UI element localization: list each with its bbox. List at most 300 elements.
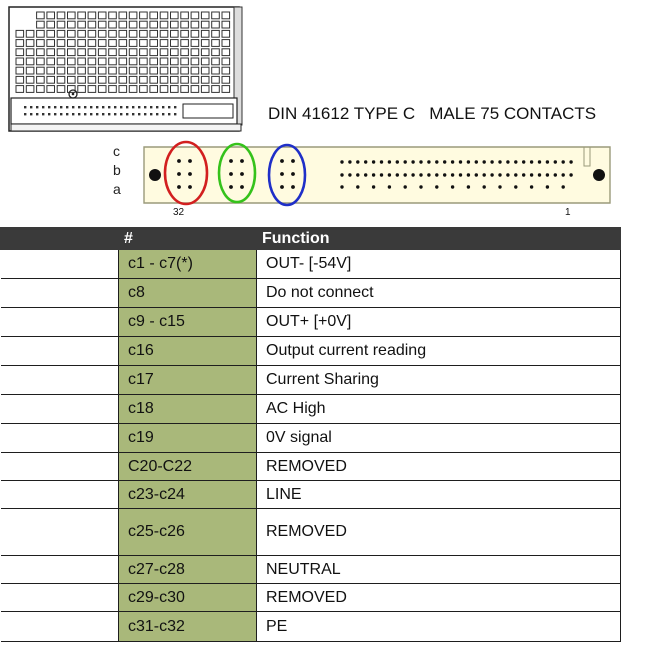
socket-cell bbox=[16, 58, 24, 65]
socket-cell bbox=[119, 12, 127, 19]
socket-cell bbox=[212, 67, 220, 74]
table-row bbox=[1, 366, 621, 395]
base-hole bbox=[126, 106, 128, 108]
socket-cell bbox=[201, 86, 209, 93]
socket-cell bbox=[98, 12, 106, 19]
pin-dot bbox=[483, 185, 486, 188]
connector-photo bbox=[8, 6, 244, 136]
socket-cell bbox=[212, 12, 220, 19]
socket-cell bbox=[222, 76, 230, 83]
base-hole bbox=[150, 106, 152, 108]
polarization-key bbox=[183, 104, 233, 118]
socket-cell bbox=[68, 40, 76, 47]
pin-dot bbox=[490, 160, 493, 163]
base-hole bbox=[102, 106, 104, 108]
socket-cell bbox=[57, 30, 65, 37]
pin-dot bbox=[356, 160, 359, 163]
socket-cell bbox=[212, 30, 220, 37]
socket-cell bbox=[129, 30, 137, 37]
socket-cell bbox=[150, 49, 158, 56]
base-hole bbox=[126, 113, 128, 115]
socket-cell bbox=[16, 76, 24, 83]
base-hole bbox=[36, 113, 38, 115]
socket-cell bbox=[88, 86, 96, 93]
pin-dot bbox=[356, 185, 359, 188]
pin-dot bbox=[356, 173, 359, 176]
base-hole bbox=[138, 113, 140, 115]
socket-cell bbox=[160, 86, 168, 93]
table-row bbox=[1, 279, 621, 308]
socket-cell bbox=[98, 21, 106, 28]
socket-cell bbox=[109, 58, 117, 65]
socket-cell bbox=[222, 67, 230, 74]
pin-dot bbox=[443, 160, 446, 163]
pin-dot bbox=[396, 160, 399, 163]
base-hole bbox=[162, 113, 164, 115]
socket-cell bbox=[150, 12, 158, 19]
base-hole bbox=[36, 106, 38, 108]
pin-dot bbox=[498, 160, 501, 163]
socket-cell bbox=[88, 40, 96, 47]
socket-cell bbox=[37, 30, 45, 37]
row-lead bbox=[1, 509, 119, 556]
pin-dot bbox=[280, 172, 284, 176]
socket-cell bbox=[68, 49, 76, 56]
row-lead bbox=[1, 250, 119, 279]
socket-cell bbox=[201, 49, 209, 56]
pin-dot bbox=[459, 160, 462, 163]
socket-cell bbox=[78, 12, 86, 19]
socket-cell bbox=[181, 49, 189, 56]
pin-dot bbox=[419, 173, 422, 176]
right-mount-hole-icon bbox=[593, 169, 605, 181]
row-lead bbox=[1, 308, 119, 337]
socket-cell bbox=[57, 86, 65, 93]
socket-cell bbox=[78, 40, 86, 47]
base-hole bbox=[24, 113, 26, 115]
socket-cell bbox=[68, 21, 76, 28]
socket-cell bbox=[140, 21, 148, 28]
socket-cell bbox=[140, 58, 148, 65]
function-cell: Do not connect bbox=[257, 279, 621, 308]
socket-cell bbox=[109, 12, 117, 19]
pin-dot bbox=[522, 160, 525, 163]
socket-cell bbox=[129, 12, 137, 19]
base-hole bbox=[42, 106, 44, 108]
pin-dot bbox=[291, 172, 295, 176]
socket-cell bbox=[160, 49, 168, 56]
pin-dot bbox=[483, 173, 486, 176]
row-lead bbox=[1, 612, 119, 642]
pin-dot bbox=[451, 185, 454, 188]
socket-cell bbox=[119, 21, 127, 28]
row-lead bbox=[1, 395, 119, 424]
socket-cell bbox=[78, 76, 86, 83]
socket-cell bbox=[191, 30, 199, 37]
pin-dot bbox=[538, 160, 541, 163]
base-hole bbox=[48, 106, 50, 108]
socket-cell bbox=[68, 58, 76, 65]
socket-cell bbox=[88, 58, 96, 65]
base-hole bbox=[78, 113, 80, 115]
socket-cell bbox=[140, 30, 148, 37]
socket-cell bbox=[140, 49, 148, 56]
pin-dot bbox=[229, 185, 233, 189]
pin-dot bbox=[451, 173, 454, 176]
socket-cell bbox=[16, 30, 24, 37]
socket-cell bbox=[37, 67, 45, 74]
socket-cell bbox=[129, 58, 137, 65]
pin-dot bbox=[514, 173, 517, 176]
function-cell: AC High bbox=[257, 395, 621, 424]
socket-cell bbox=[171, 49, 179, 56]
pin-dot bbox=[404, 185, 407, 188]
pin-dot bbox=[388, 160, 391, 163]
function-cell: REMOVED bbox=[257, 453, 621, 481]
row-lead bbox=[1, 366, 119, 395]
table-header-row bbox=[1, 228, 621, 250]
socket-cell bbox=[160, 58, 168, 65]
socket-cell bbox=[37, 40, 45, 47]
base-hole bbox=[60, 113, 62, 115]
pin-dot bbox=[229, 159, 233, 163]
socket-cell bbox=[160, 67, 168, 74]
pin-dot bbox=[562, 160, 565, 163]
socket-cell bbox=[191, 49, 199, 56]
row-lead bbox=[1, 424, 119, 453]
socket-cell bbox=[222, 58, 230, 65]
socket-cell bbox=[119, 49, 127, 56]
pin-dot bbox=[435, 173, 438, 176]
pin-dot bbox=[340, 173, 343, 176]
socket-cell bbox=[68, 30, 76, 37]
socket-cell bbox=[37, 12, 45, 19]
socket-cell bbox=[47, 86, 55, 93]
pin-dot bbox=[498, 173, 501, 176]
pin-cell: c23-c24 bbox=[119, 481, 257, 509]
pin-dot bbox=[280, 185, 284, 189]
pin-dot bbox=[177, 185, 181, 189]
socket-cell bbox=[68, 76, 76, 83]
socket-cell bbox=[47, 21, 55, 28]
pin-cell: c31-c32 bbox=[119, 612, 257, 642]
socket-cell bbox=[88, 12, 96, 19]
pin-dot bbox=[240, 159, 244, 163]
socket-cell bbox=[68, 86, 76, 93]
socket-cell bbox=[222, 12, 230, 19]
pin-assignment-table bbox=[0, 227, 621, 642]
socket-cell bbox=[119, 40, 127, 47]
function-cell: REMOVED bbox=[257, 584, 621, 612]
socket-cell bbox=[129, 49, 137, 56]
socket-cell bbox=[88, 67, 96, 74]
socket-cell bbox=[181, 58, 189, 65]
socket-cell bbox=[119, 86, 127, 93]
base-hole bbox=[156, 113, 158, 115]
pin-dot bbox=[364, 160, 367, 163]
socket-cell bbox=[129, 86, 137, 93]
socket-cell bbox=[16, 67, 24, 74]
base-hole bbox=[108, 113, 110, 115]
socket-cell bbox=[98, 40, 106, 47]
pin-dot bbox=[538, 173, 541, 176]
socket-cell bbox=[88, 76, 96, 83]
socket-cell bbox=[140, 67, 148, 74]
socket-cell bbox=[171, 21, 179, 28]
socket-cell bbox=[140, 86, 148, 93]
pin-cell: c27-c28 bbox=[119, 556, 257, 584]
socket-cell bbox=[201, 58, 209, 65]
pin-number-32: 32 bbox=[173, 207, 185, 218]
socket-cell bbox=[68, 12, 76, 19]
socket-cell bbox=[201, 67, 209, 74]
pin-dot bbox=[280, 159, 284, 163]
pin-dot bbox=[177, 172, 181, 176]
socket-cell bbox=[129, 40, 137, 47]
base-hole bbox=[84, 113, 86, 115]
base-hole bbox=[90, 113, 92, 115]
pin-dot bbox=[467, 185, 470, 188]
socket-cell bbox=[57, 21, 65, 28]
socket-cell bbox=[98, 49, 106, 56]
base-hole bbox=[60, 106, 62, 108]
pin-dot bbox=[372, 173, 375, 176]
pin-dot bbox=[530, 185, 533, 188]
function-cell: REMOVED bbox=[257, 509, 621, 556]
socket-cell bbox=[57, 58, 65, 65]
header-blank bbox=[1, 228, 119, 250]
pin-dot bbox=[372, 185, 375, 188]
base-hole bbox=[132, 106, 134, 108]
base-hole bbox=[54, 113, 56, 115]
connector-mount-plate bbox=[11, 124, 241, 131]
table-row bbox=[1, 250, 621, 279]
base-hole bbox=[174, 113, 176, 115]
left-mount-hole-icon bbox=[149, 169, 161, 181]
socket-cell bbox=[191, 12, 199, 19]
socket-cell bbox=[37, 58, 45, 65]
socket-cell bbox=[181, 86, 189, 93]
pin-dot bbox=[554, 160, 557, 163]
pin-dot bbox=[188, 172, 192, 176]
pin-dot bbox=[562, 173, 565, 176]
socket-cell bbox=[78, 67, 86, 74]
socket-cell bbox=[37, 76, 45, 83]
base-hole bbox=[108, 106, 110, 108]
table-row bbox=[1, 612, 621, 642]
pin-cell: c29-c30 bbox=[119, 584, 257, 612]
socket-cell bbox=[212, 49, 220, 56]
base-hole bbox=[162, 106, 164, 108]
pin-dot bbox=[380, 173, 383, 176]
socket-cell bbox=[98, 76, 106, 83]
socket-cell bbox=[160, 21, 168, 28]
pin-dot bbox=[435, 160, 438, 163]
socket-cell bbox=[98, 58, 106, 65]
base-hole bbox=[150, 113, 152, 115]
socket-cell bbox=[37, 21, 45, 28]
base-hole bbox=[120, 106, 122, 108]
socket-cell bbox=[201, 21, 209, 28]
pin-dot bbox=[340, 185, 343, 188]
socket-cell bbox=[37, 49, 45, 56]
pin-dot bbox=[475, 173, 478, 176]
pin-dot bbox=[506, 160, 509, 163]
base-hole bbox=[156, 106, 158, 108]
socket-cell bbox=[201, 30, 209, 37]
base-hole bbox=[90, 106, 92, 108]
pin-dot bbox=[388, 185, 391, 188]
socket-cell bbox=[47, 76, 55, 83]
pin-dot bbox=[411, 160, 414, 163]
socket-cell bbox=[150, 76, 158, 83]
pin-dot bbox=[475, 160, 478, 163]
socket-cell bbox=[47, 58, 55, 65]
pin-dot bbox=[498, 185, 501, 188]
base-hole bbox=[24, 106, 26, 108]
socket-cell bbox=[98, 86, 106, 93]
function-cell: OUT+ [+0V] bbox=[257, 308, 621, 337]
pin-dot bbox=[291, 185, 295, 189]
socket-cell bbox=[140, 40, 148, 47]
row-lead bbox=[1, 584, 119, 612]
table-row bbox=[1, 453, 621, 481]
base-hole bbox=[96, 113, 98, 115]
socket-cell bbox=[191, 86, 199, 93]
socket-cell bbox=[160, 76, 168, 83]
pin-dot bbox=[372, 160, 375, 163]
pin-dot bbox=[483, 160, 486, 163]
pin-number-1: 1 bbox=[565, 207, 571, 218]
row-lead bbox=[1, 337, 119, 366]
socket-cell bbox=[88, 49, 96, 56]
base-hole bbox=[66, 113, 68, 115]
pin-dot bbox=[291, 159, 295, 163]
socket-cell bbox=[37, 86, 45, 93]
socket-cell bbox=[88, 21, 96, 28]
base-hole bbox=[168, 113, 170, 115]
pin-dot bbox=[514, 185, 517, 188]
base-hole bbox=[72, 113, 74, 115]
row-label-c: c bbox=[113, 143, 120, 159]
pin-dot bbox=[569, 173, 572, 176]
pin-cell: c17 bbox=[119, 366, 257, 395]
socket-cell bbox=[171, 76, 179, 83]
pin-dot bbox=[467, 160, 470, 163]
socket-cell bbox=[150, 67, 158, 74]
row-label-b: b bbox=[113, 162, 121, 178]
pin-dot bbox=[364, 173, 367, 176]
socket-cell bbox=[222, 49, 230, 56]
socket-cell bbox=[119, 30, 127, 37]
function-cell: PE bbox=[257, 612, 621, 642]
socket-cell bbox=[150, 86, 158, 93]
row-label-a: a bbox=[113, 181, 121, 197]
socket-cell bbox=[212, 76, 220, 83]
pin-cell: c9 - c15 bbox=[119, 308, 257, 337]
socket-cell bbox=[222, 40, 230, 47]
base-hole bbox=[30, 106, 32, 108]
pin-dot bbox=[530, 173, 533, 176]
socket-cell bbox=[119, 76, 127, 83]
base-hole bbox=[42, 113, 44, 115]
pin-dot bbox=[506, 173, 509, 176]
pin-dot bbox=[546, 173, 549, 176]
socket-cell bbox=[191, 40, 199, 47]
socket-cell bbox=[57, 49, 65, 56]
socket-cell bbox=[78, 86, 86, 93]
socket-cell bbox=[109, 21, 117, 28]
base-hole bbox=[30, 113, 32, 115]
function-cell: LINE bbox=[257, 481, 621, 509]
socket-cell bbox=[212, 86, 220, 93]
pin-cell: c8 bbox=[119, 279, 257, 308]
pin-dot bbox=[522, 173, 525, 176]
base-hole bbox=[132, 113, 134, 115]
socket-cell bbox=[119, 58, 127, 65]
base-hole bbox=[72, 106, 74, 108]
socket-cell bbox=[26, 67, 34, 74]
socket-cell bbox=[171, 30, 179, 37]
socket-cell bbox=[57, 76, 65, 83]
socket-cell bbox=[98, 30, 106, 37]
pin-dot bbox=[530, 160, 533, 163]
socket-cell bbox=[181, 76, 189, 83]
socket-cell bbox=[68, 67, 76, 74]
socket-cell bbox=[109, 40, 117, 47]
header-function: Function bbox=[257, 228, 621, 250]
socket-cell bbox=[57, 40, 65, 47]
socket-cell bbox=[88, 30, 96, 37]
socket-cell bbox=[171, 40, 179, 47]
base-hole bbox=[114, 106, 116, 108]
table-row bbox=[1, 509, 621, 556]
row-lead bbox=[1, 279, 119, 308]
socket-cell bbox=[171, 67, 179, 74]
socket-cell bbox=[181, 67, 189, 74]
socket-cell bbox=[150, 30, 158, 37]
row-lead bbox=[1, 556, 119, 584]
pin-dot bbox=[443, 173, 446, 176]
socket-cell bbox=[181, 21, 189, 28]
pin-dot bbox=[427, 173, 430, 176]
pin-dot bbox=[404, 160, 407, 163]
pin-dot bbox=[340, 160, 343, 163]
pin-dot bbox=[404, 173, 407, 176]
pin-dot bbox=[435, 185, 438, 188]
pin-dot bbox=[177, 159, 181, 163]
pin-dot bbox=[451, 160, 454, 163]
socket-cell bbox=[57, 67, 65, 74]
socket-cell bbox=[109, 67, 117, 74]
socket-cell bbox=[140, 12, 148, 19]
pin-dot bbox=[427, 160, 430, 163]
pin-dot bbox=[514, 160, 517, 163]
pin-cell: C20-C22 bbox=[119, 453, 257, 481]
pin-dot bbox=[419, 185, 422, 188]
pin-dot bbox=[546, 160, 549, 163]
pin-dot bbox=[490, 173, 493, 176]
socket-cell bbox=[191, 21, 199, 28]
base-hole bbox=[144, 113, 146, 115]
pin-cell: c19 bbox=[119, 424, 257, 453]
connector-title: DIN 41612 TYPE C MALE 75 CONTACTS bbox=[268, 104, 597, 123]
socket-cell bbox=[109, 30, 117, 37]
pin-dot bbox=[411, 173, 414, 176]
socket-cell bbox=[16, 40, 24, 47]
socket-cell bbox=[222, 86, 230, 93]
socket-cell bbox=[78, 49, 86, 56]
